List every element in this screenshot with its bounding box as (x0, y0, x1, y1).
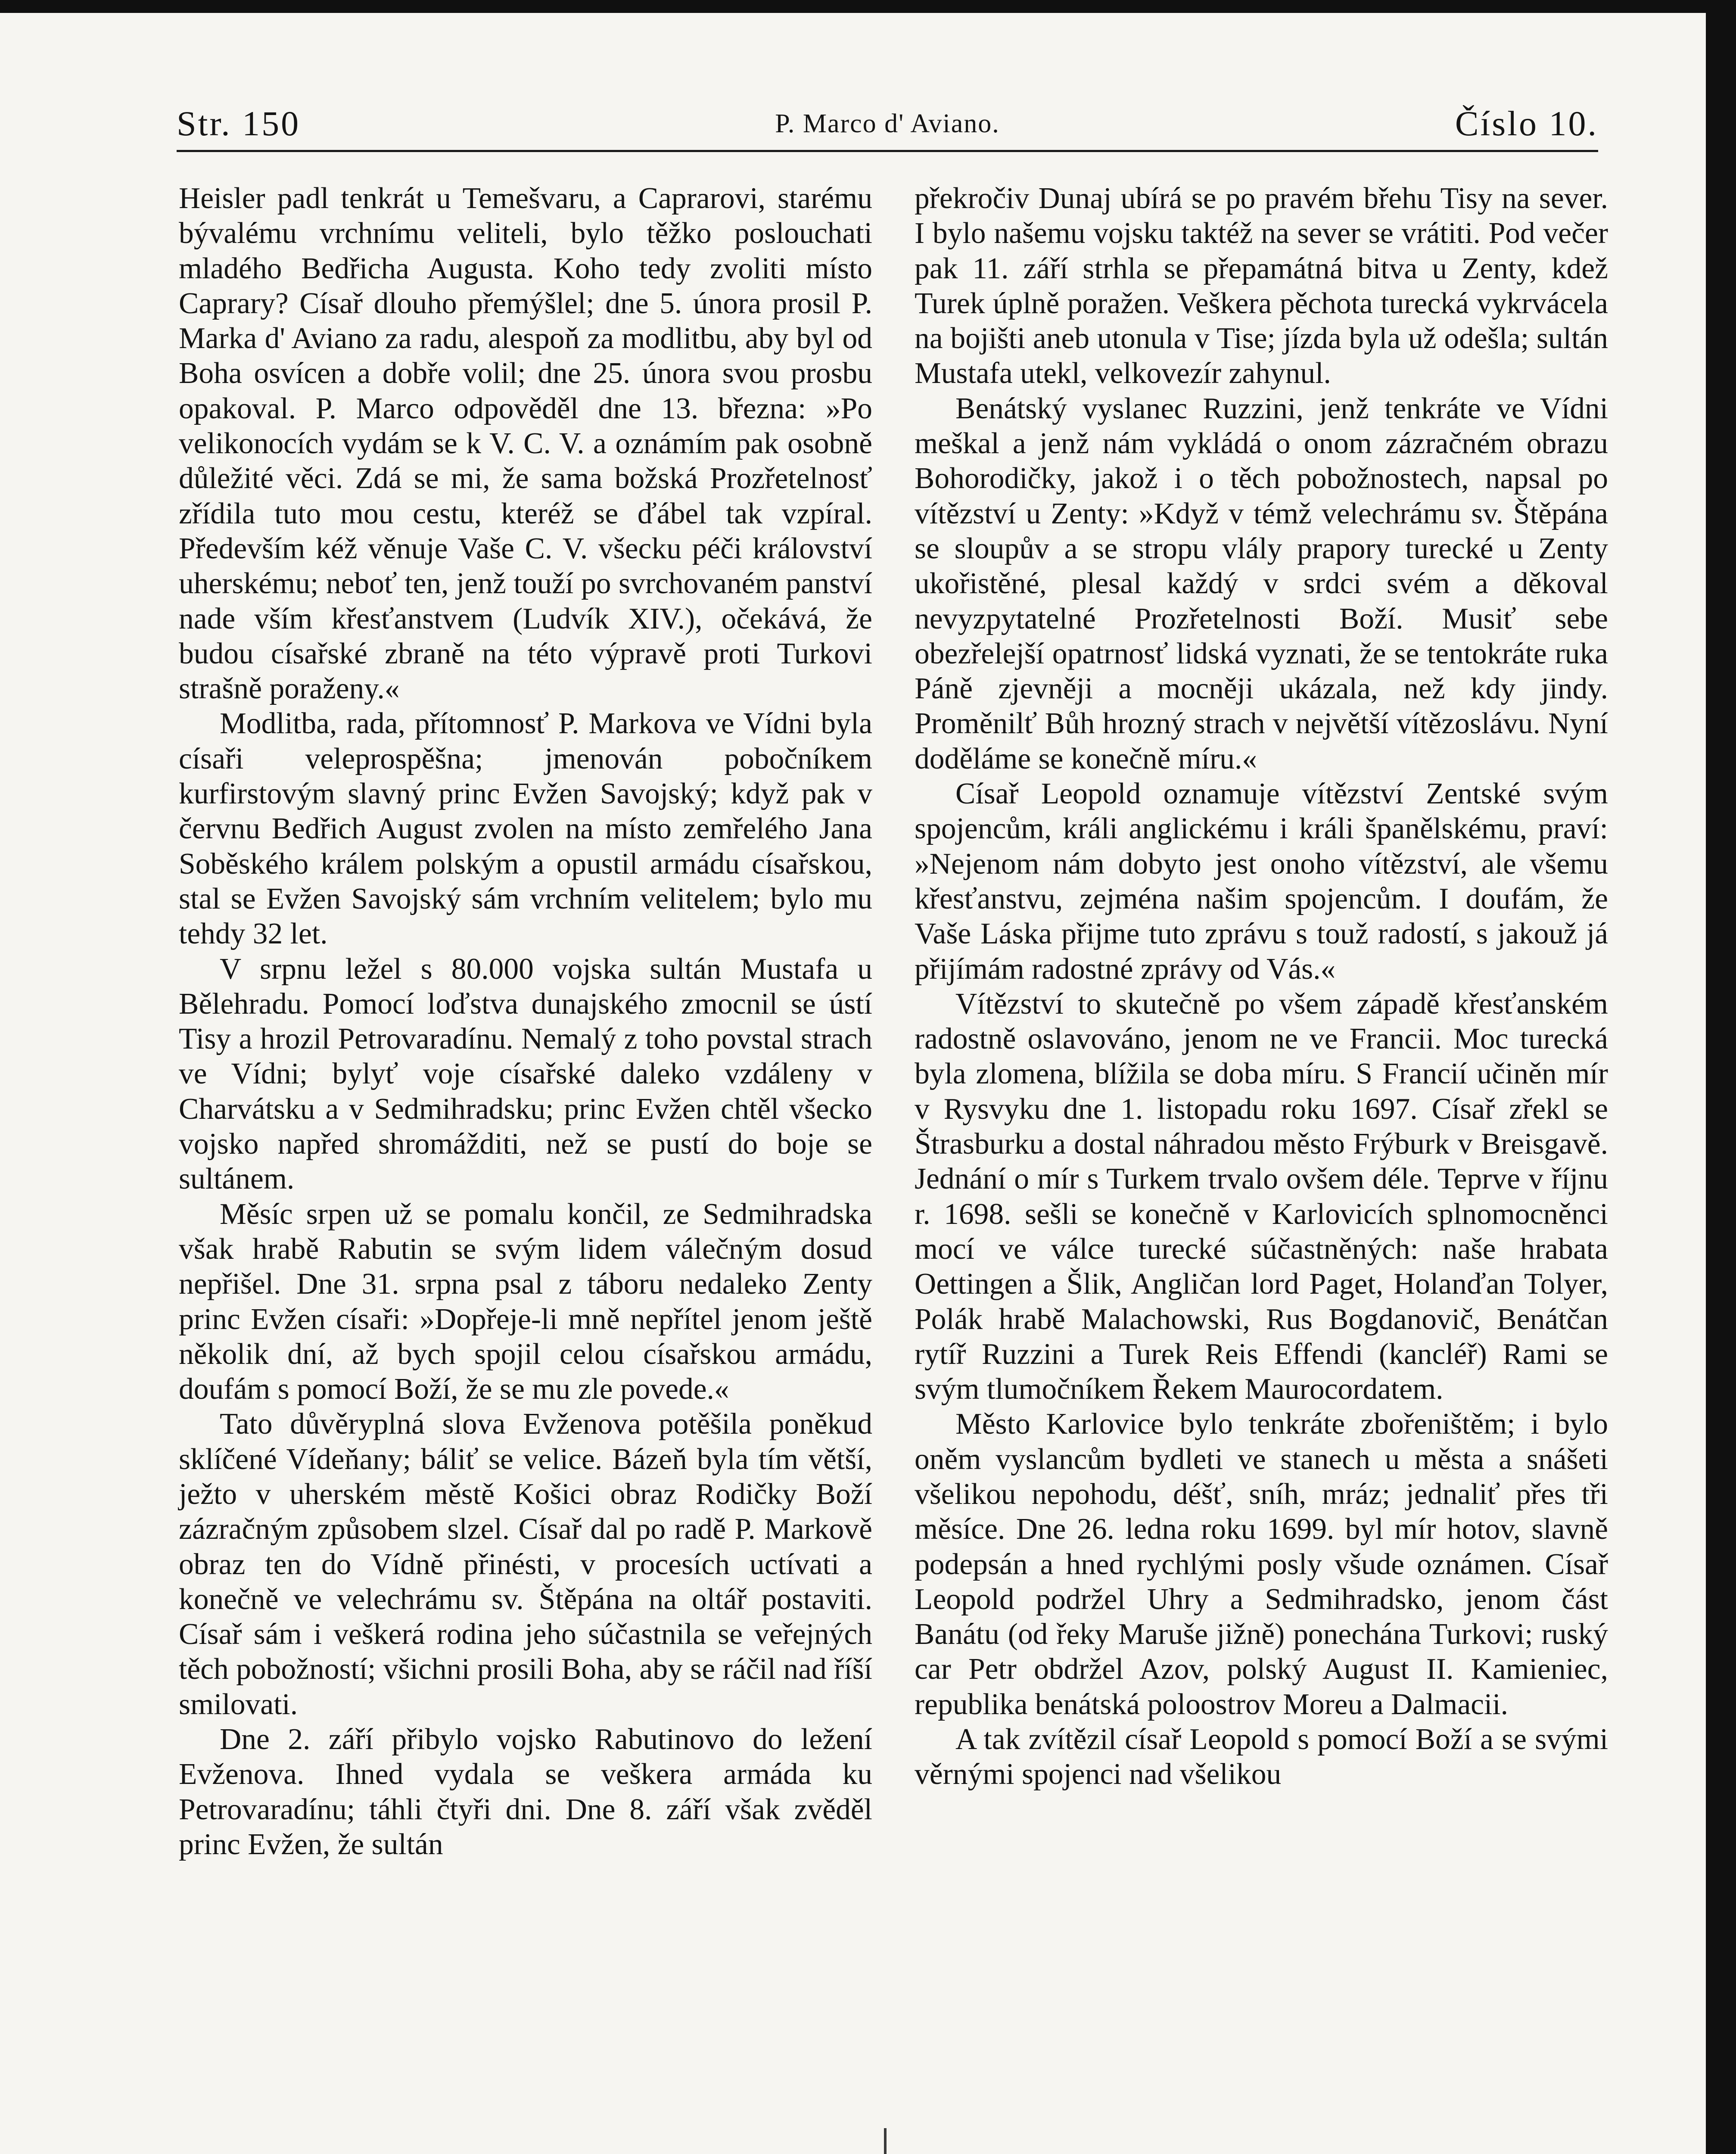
scan-border-right (1706, 0, 1736, 2154)
paragraph: Modlitba, rada, přítomnosť P. Markova ve Vídni byla císaři veleprospěšna; jmenován pobočníkem kurfirstovým slavný princ Evžen Savojský; když pak v červnu Bedřich August zvolen na místo zemřelého Jana Soběského králem polským a opustil armádu císařskou, stal se Evžen Savojský sám vrchním velitelem; bylo mu tehdy 32 let. (179, 707, 872, 951)
paragraph: Heisler padl tenkrát u Temešvaru, a Caprarovi, starému bývalému vrchnímu veliteli, bylo těžko poslouchati mladého Bedřicha Augusta. Koho tedy zvoliti místo Caprary? Císař dlouho přemýšlel; dne 5. února prosil P. Marka d' Aviano za radu, alespoň za modlitbu, aby byl od Boha osvícen a dobře volil; dne 25. února svou prosbu opakoval. P. Marco odpověděl dne 13. března: »Po velikonocích vydám se k V. C. V. a oznámím pak osobně důležité věci. Zdá se mi, že sama božská Prozřetelnosť zřídila tuto mou cestu, kteréž se ďábel tak vzpíral. Především kéž věnuje Vaše C. V. všecku péči království uherskému; neboť ten, jenž touží po svrchovaném panství nade vším křesťanstvem (Ludvík XIV.), očekává, že budou císařské zbraně na této výpravě proti Turkovi strašně poraženy.« (179, 182, 872, 706)
paragraph: V srpnu ležel s 80.000 vojska sultán Mustafa u Bělehradu. Pomocí loďstva dunajského zmocnil se ústí Tisy a hrozil Petrovaradínu. Nemalý z toho povstal strach ve Vídni; bylyť voje císařské daleko vzdáleny v Charvátsku a v Sedmihradsku; princ Evžen chtěl všecko vojsko napřed shromážditi, než se pustí do boje se sultánem. (179, 952, 872, 1196)
paragraph: Vítězství to skutečně po všem západě křesťanském radostně oslavováno, jenom ne ve Francii. Moc turecká byla zlomena, blížila se doba míru. S Francií učiněn mír v Rysvyku dne 1. listopadu roku 1697. Císař zřekl se Štrasburku a dostal náhradou město Frýburk v Breisgavě. Jednání o mír s Turkem trvalo ovšem déle. Teprve v říjnu r. 1698. sešli se konečně v Karlovicích splnomocněnci mocí ve válce turecké súčastněných: naše hrabata Oettingen a Šlik, Angličan lord Paget, Holanďan Tolyer, Polák hrabě Malachowski, Rus Bogdanovič, Benátčan rytíř Ruzzini a Turek Reis Effendi (kancléř) Rami se svým tlumočníkem Řekem Maurocordatem. (915, 987, 1608, 1406)
margin-pencil-mark (884, 2128, 887, 2154)
paragraph: A tak zvítězil císař Leopold s pomocí Boží a se svými věrnými spojenci nad všelikou (915, 1723, 1608, 1791)
left-column (179, 181, 872, 1862)
paragraph: překročiv Dunaj ubírá se po pravém břehu Tisy na sever. I bylo našemu vojsku taktéž na sever se vrátiti. Pod večer pak 11. září strhla se přepamátná bitva u Zenty, kdež Turek úplně poražen. Veškera pěchota turecká vykrvácela na bojišti aneb utonula v Tise; jízda byla už odešla; sultán Mustafa utekl, velkovezír zahynul. (915, 182, 1608, 390)
paragraph: Tato důvěryplná slova Evženova potěšila poněkud sklíčené Vídeňany; báliť se velice. Bázeň byla tím větší, ježto v uherském městě Košici obraz Rodičky Boží zázračným způsobem slzel. Císař dal po radě P. Markově obraz ten do Vídně přinésti, v procesích uctívati a konečně ve velechrámu sv. Štěpána na oltář postaviti. Císař sám i veškerá rodina jeho súčastnila se veřejných těch pobožností; všichni prosili Boha, aby se ráčil nad říší smilovati. (179, 1407, 872, 1721)
paragraph: Benátský vyslanec Ruzzini, jenž tenkráte ve Vídni meškal a jenž nám vykládá o onom zázračném obrazu Bohorodičky, jakož i o těch pobožnostech, napsal po vítězství u Zenty: »Když v témž velechrámu sv. Štěpána se sloupův a se stropu vlály prapory turecké u Zenty ukořistěné, plesal každý v srdci svém a děkoval nevyzpytatelné Prozřetelnosti Boží. Musiť sebe obezřelejší opatrnosť lidská vyznati, že se tentokráte ruka Páně zjevněji a mocněji ukázala, než kdy jindy. Proměnilť Bůh hrozný strach v největší vítězoslávu. Nyní doděláme se konečně míru.« (915, 392, 1608, 775)
page-header (177, 103, 1598, 155)
issue-number: Číslo 10. (1455, 104, 1598, 143)
header-rule (177, 150, 1598, 152)
paragraph: Měsíc srpen už se pomalu končil, ze Sedmihradska však hrabě Rabutin se svým lidem válečným dosud nepřišel. Dne 31. srpna psal z táboru nedaleko Zenty princ Evžen císaři: »Dopřeje-li mně nepřítel jenom ještě několik dní, až bych spojil celou císařskou armádu, doufám s pomocí Boží, že se mu zle povede.« (179, 1197, 872, 1406)
running-title: P. Marco d' Aviano. (775, 109, 1000, 138)
paragraph: Dne 2. září přibylo vojsko Rabutinovo do ležení Evženova. Ihned vydala se veškera armáda ku Petrovaradínu; táhli čtyři dni. Dne 8. září však zvěděl princ Evžen, že sultán (179, 1723, 872, 1861)
scan-border-top (0, 0, 1736, 13)
paragraph: Císař Leopold oznamuje vítězství Zentské svým spojencům, králi anglickému i králi španělskému, praví: »Nejenom nám dobyto jest onoho vítězství, ale všemu křesťanstvu, zejména našim spojencům. I doufám, že Vaše Láska přijme tuto zprávu s touž radostí, s jakouž já přijímám radostné zprávy od Vás.« (915, 777, 1608, 986)
page-number: Str. 150 (177, 104, 301, 143)
paragraph: Město Karlovice bylo tenkráte zbořeništěm; i bylo oněm vyslancům bydleti ve stanech u města a snášeti všelikou nepohodu, déšť, sníh, mráz; jednaliť přes tři měsíce. Dne 26. ledna roku 1699. byl mír hotov, slavně podepsán a hned rychlými posly všude oznámen. Císař Leopold podržel Uhry a Sedmihradsko, jenom část Banátu (od řeky Maruše jižně) ponechána Turkovi; ruský car Petr obdržel Azov, polský August II. Kamieniec, republika benátská poloostrov Moreu a Dalmacii. (915, 1407, 1608, 1721)
right-column (915, 181, 1608, 1792)
